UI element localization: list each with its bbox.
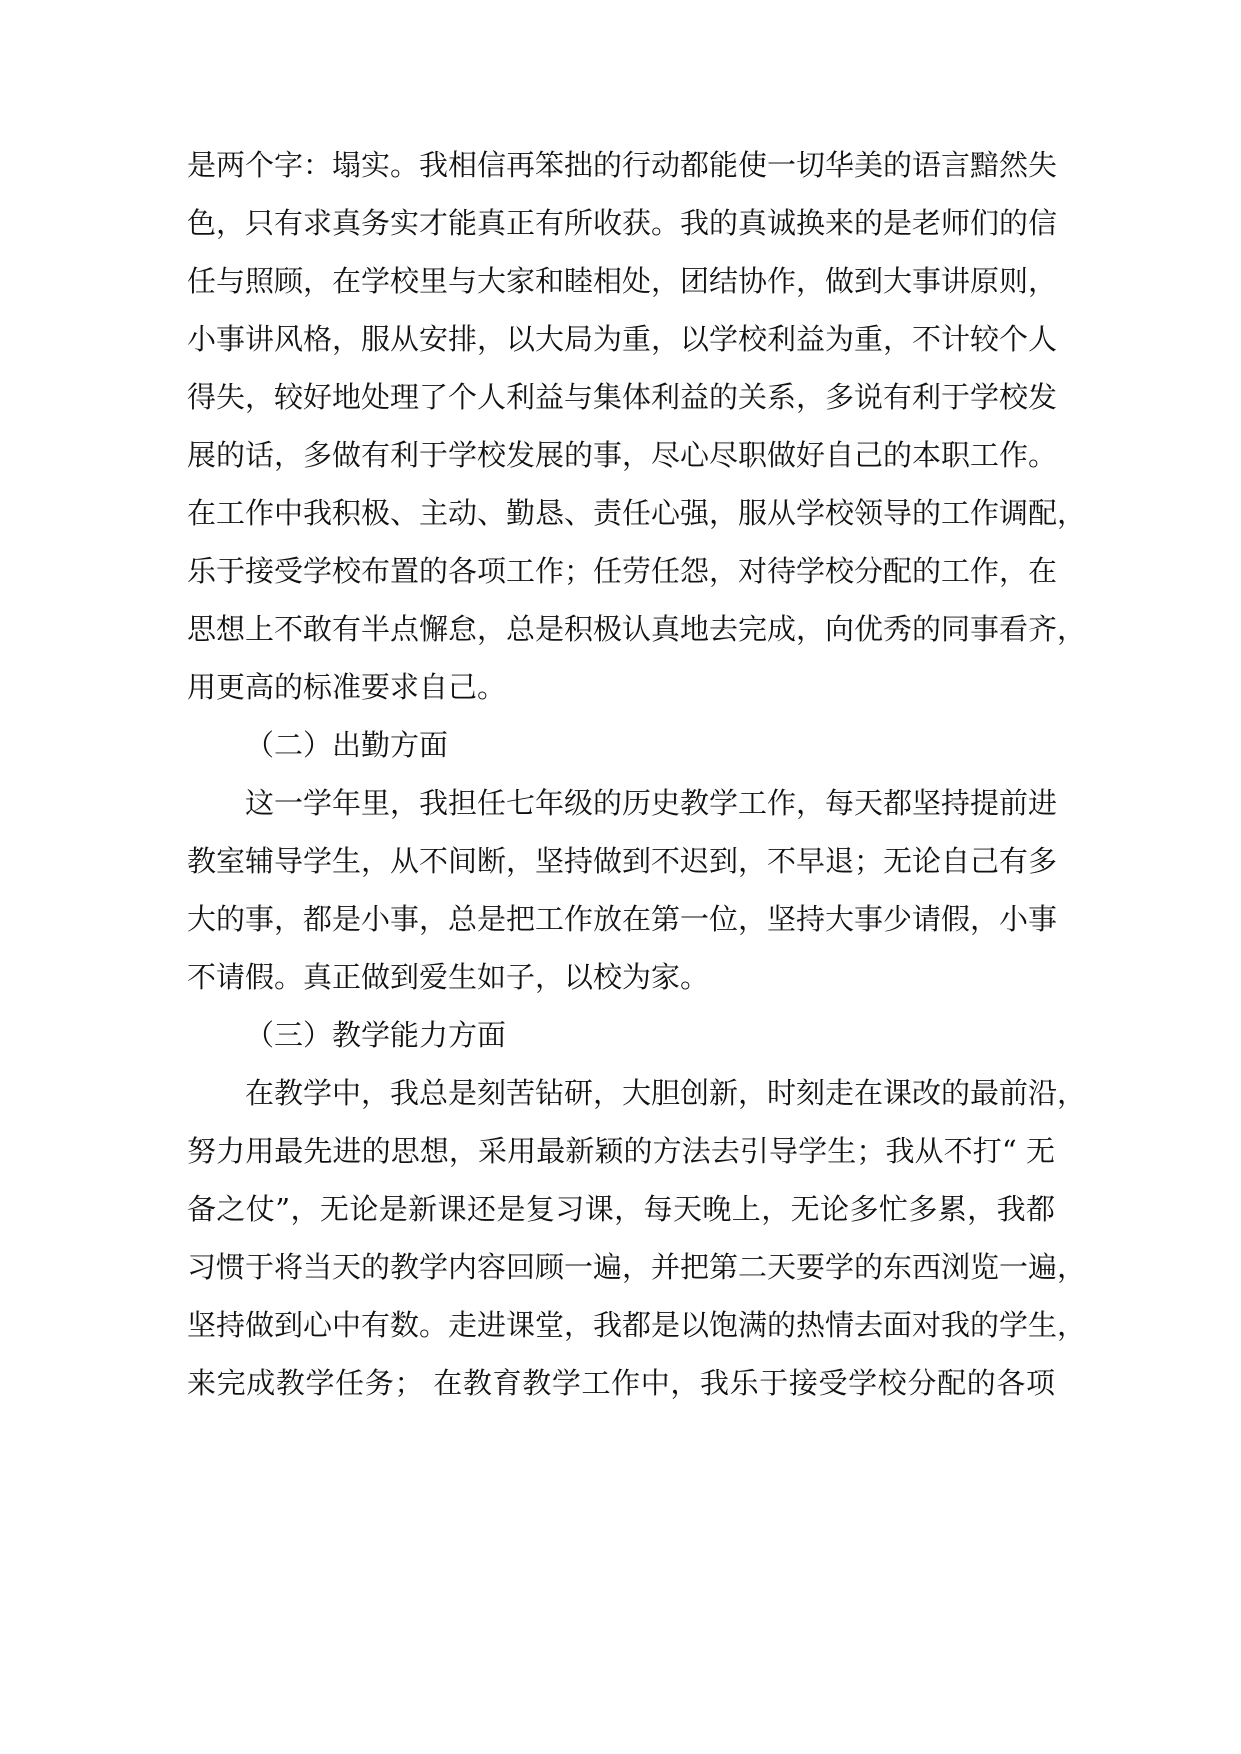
paragraph-3-line: 习惯于将当天的教学内容回顾一遍，并把第二天要学的东西浏览一遍， (187, 1250, 1087, 1284)
paragraph-2-line: 教室辅导学生，从不间断，坚持做到不迟到，不早退；无论自己有多 (187, 844, 1058, 878)
paragraph-1-line: 得失，较好地处理了个人利益与集体利益的关系，多说有利于学校发 (187, 380, 1058, 414)
paragraph-1-line: 在工作中我积极、主动、勤恳、责任心强，服从学校领导的工作调配， (187, 496, 1087, 530)
section-heading-teaching-ability: （三）教学能力方面 (245, 1018, 507, 1052)
paragraph-2-line: 不请假。真正做到爱生如子，以校为家。 (187, 960, 710, 994)
paragraph-1-line: 乐于接受学校布置的各项工作；任劳任怨，对待学校分配的工作，在 (187, 554, 1058, 588)
paragraph-3-line: 努力用最先进的思想，采用最新颖的方法去引导学生；我从不打“ 无 (187, 1134, 1055, 1168)
paragraph-1-line: 用更高的标准要求自己。 (187, 670, 507, 704)
paragraph-1-line: 展的话，多做有利于学校发展的事，尽心尽职做好自己的本职工作。 (187, 438, 1058, 472)
paragraph-3-line: 备之仗”，无论是新课还是复习课，每天晚上，无论多忙多累，我都 (187, 1192, 1055, 1226)
paragraph-1-line: 任与照顾，在学校里与大家和睦相处，团结协作，做到大事讲原则， (187, 264, 1058, 298)
paragraph-3-line: 坚持做到心中有数。走进课堂，我都是以饱满的热情去面对我的学生， (187, 1308, 1087, 1342)
paragraph-2-line: 这一学年里，我担任七年级的历史教学工作，每天都坚持提前进 (245, 786, 1058, 820)
paragraph-1-line: 色，只有求真务实才能真正有所收获。我的真诚换来的是老师们的信 (187, 206, 1058, 240)
paragraph-2-line: 大的事，都是小事，总是把工作放在第一位，坚持大事少请假，小事 (187, 902, 1058, 936)
paragraph-1-line: 小事讲风格，服从安排，以大局为重，以学校利益为重，不计较个人 (187, 322, 1058, 356)
paragraph-1-line: 是两个字：塌实。我相信再笨拙的行动都能使一切华美的语言黯然失 (187, 148, 1058, 182)
paragraph-3-line: 在教学中，我总是刻苦钻研，大胆创新，时刻走在课改的最前沿， (245, 1076, 1087, 1110)
paragraph-1-line: 思想上不敢有半点懈怠，总是积极认真地去完成，向优秀的同事看齐， (187, 612, 1087, 646)
paragraph-3-line: 来完成教学任务； 在教育教学工作中，我乐于接受学校分配的各项 (187, 1366, 1055, 1400)
section-heading-attendance: （二）出勤方面 (245, 728, 449, 762)
